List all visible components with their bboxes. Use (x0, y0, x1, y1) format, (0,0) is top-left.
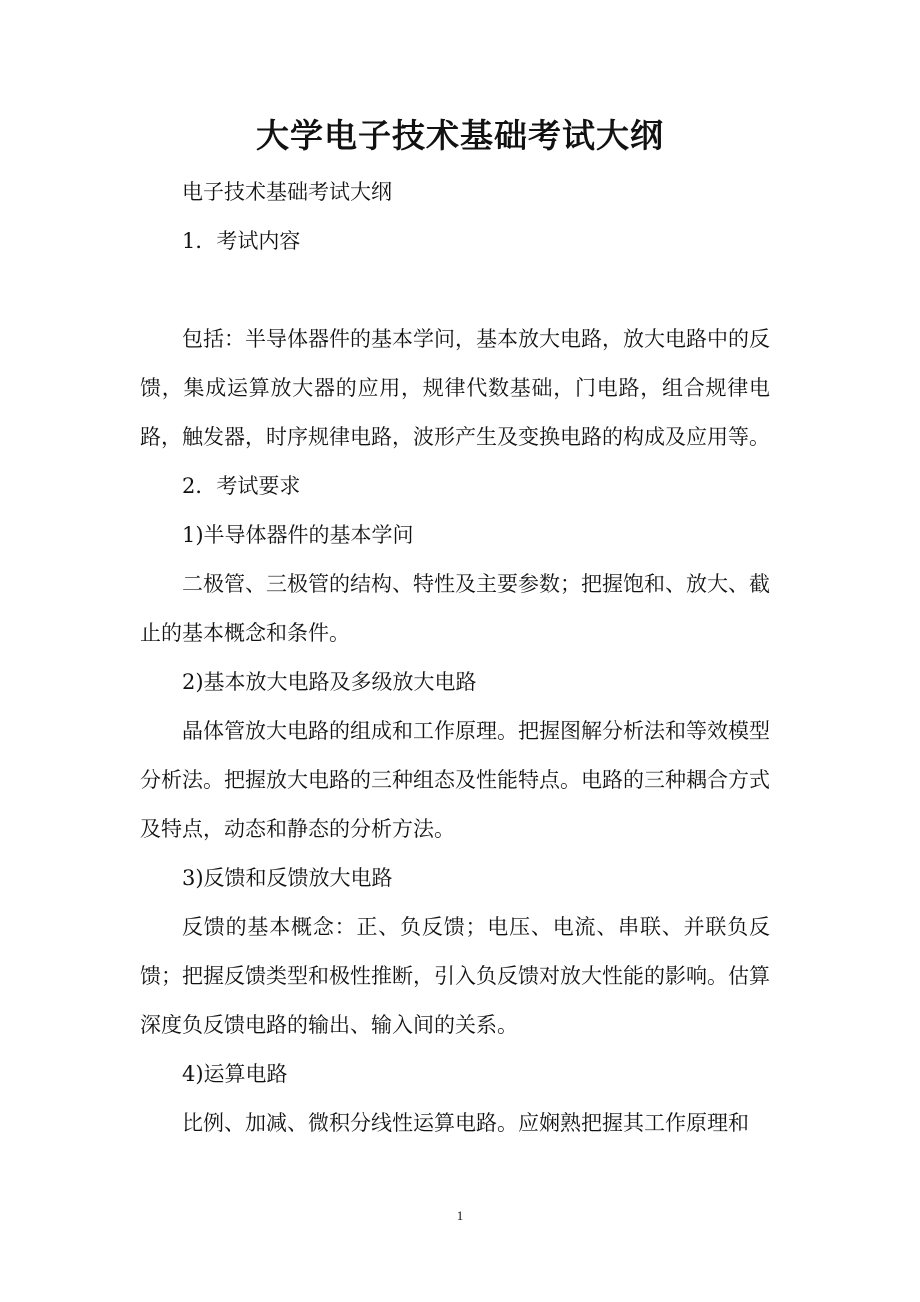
subheading-feedback: 3)反馈和反馈放大电路 (182, 866, 393, 890)
feedback-paragraph: 反馈的基本概念：正、负反馈；电压、电流、串联、并联负反馈；把握反馈类型和极性推断，引入负反馈对放大性能的影响。估算深度负反馈电路的输出、输入间的关系。 (140, 915, 770, 1037)
document-body (140, 168, 770, 1148)
blank-line (140, 266, 770, 315)
section-heading-exam-requirements: 2．考试要求 (182, 474, 301, 498)
exam-content-paragraph: 包括：半导体器件的基本学问，基本放大电路，放大电路中的反馈，集成运算放大器的应用，规律代数基础，门电路，组合规律电路，触发器，时序规律电路，波形产生及变换电路的构成及应用等。 (140, 327, 770, 449)
subheading-operational-circuit: 4)运算电路 (182, 1062, 288, 1086)
subheading-basic-amplifier: 2)基本放大电路及多级放大电路 (182, 670, 477, 694)
semiconductor-paragraph: 二极管、三极管的结构、特性及主要参数；把握饱和、放大、截止的基本概念和条件。 (140, 572, 770, 645)
subheading-semiconductor: 1)半导体器件的基本学问 (182, 523, 414, 547)
operational-circuit-paragraph: 比例、加减、微积分线性运算电路。应娴熟把握其工作原理和 (182, 1111, 749, 1135)
subtitle-paragraph: 电子技术基础考试大纲 (182, 180, 392, 204)
basic-amplifier-paragraph: 晶体管放大电路的组成和工作原理。把握图解分析法和等效模型分析法。把握放大电路的三种组态及性能特点。电路的三种耦合方式及特点，动态和静态的分析方法。 (140, 719, 770, 841)
document-title: 大学电子技术基础考试大纲 (256, 116, 664, 155)
page-number: 1 (456, 1208, 464, 1223)
section-heading-exam-content: 1．考试内容 (182, 229, 301, 253)
